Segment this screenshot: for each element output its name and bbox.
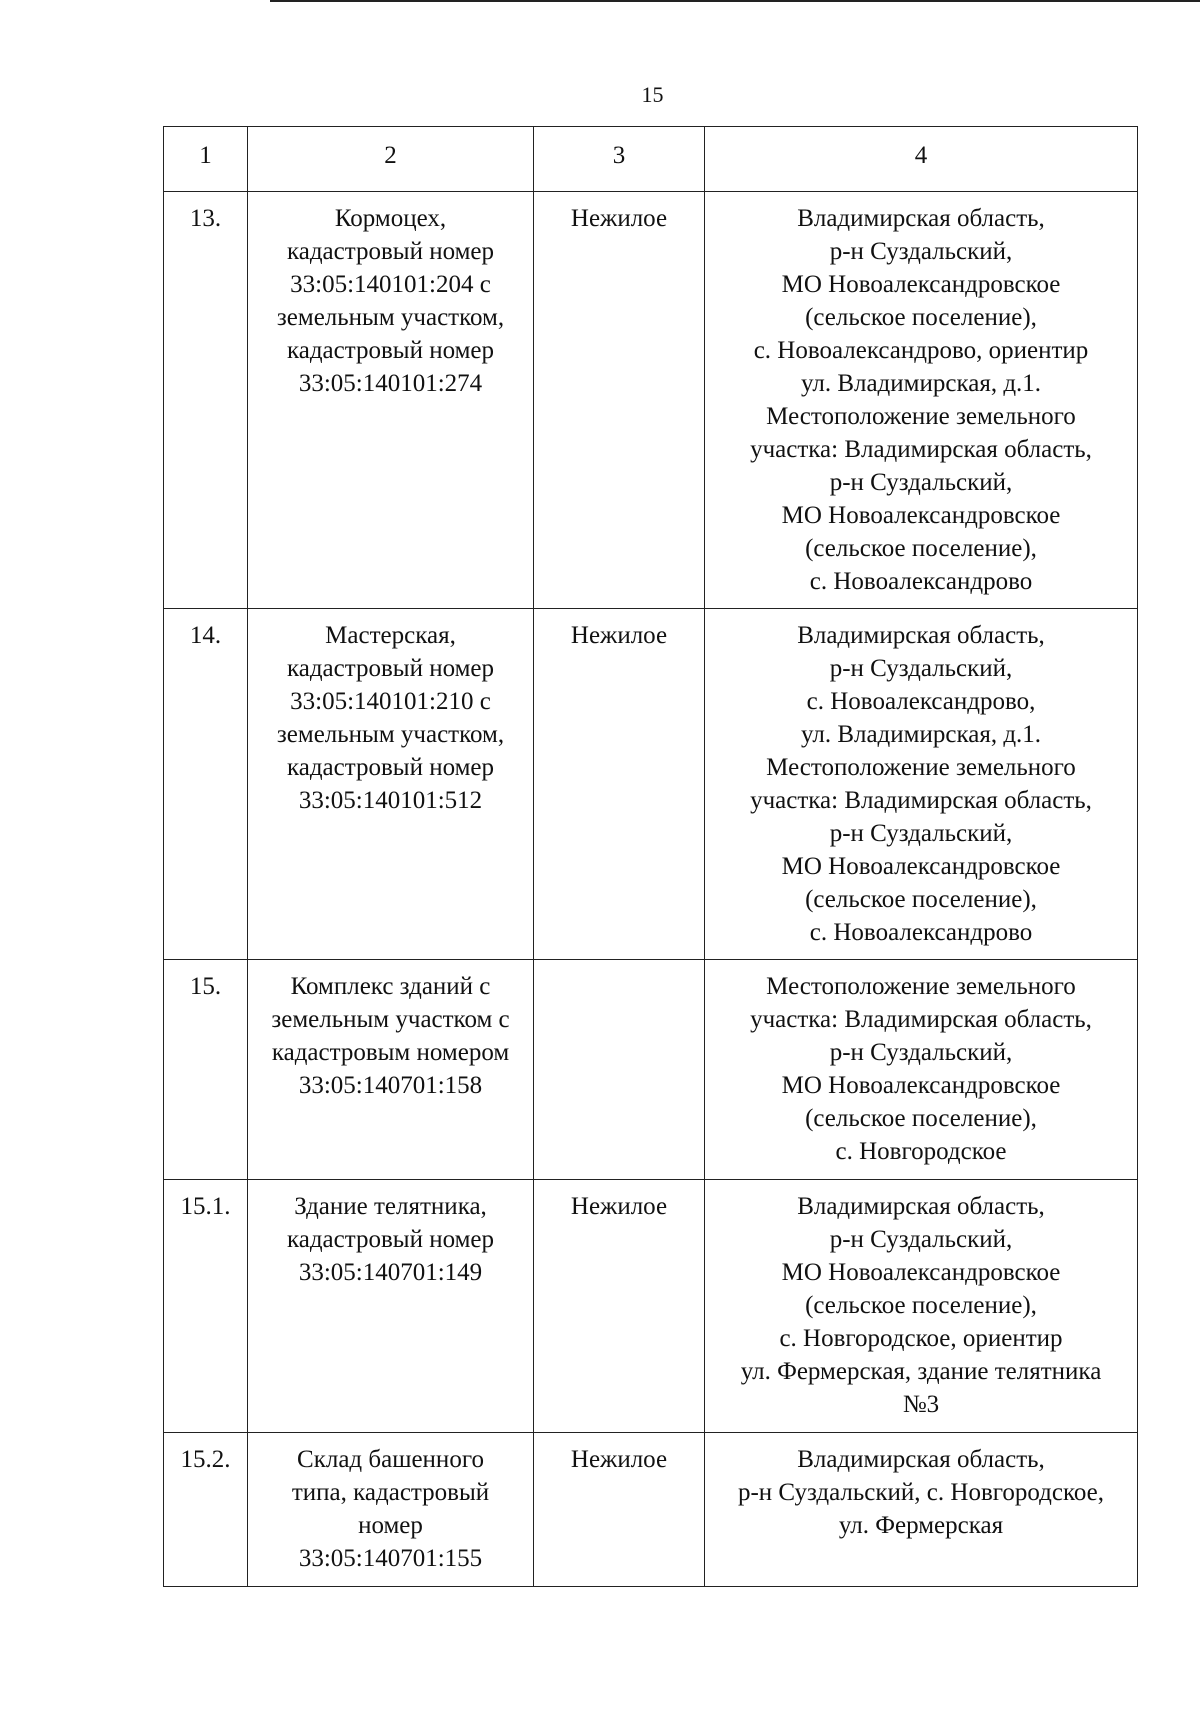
address-line: (сельское поселение), <box>805 304 1037 331</box>
table-row <box>164 1433 1138 1587</box>
object-address <box>705 1433 1138 1587</box>
address-line: МО Новоалександровское <box>781 502 1061 529</box>
address-line: ул. Фермерская <box>838 1512 1004 1539</box>
object-line: 33:05:140701:155 <box>298 1545 483 1572</box>
object-line: кадастровый номер <box>286 1226 495 1253</box>
row-number: 13. <box>164 192 248 609</box>
object-line: кадастровый номер <box>286 238 495 265</box>
address-line: р-н Суздальский, <box>829 820 1013 847</box>
address-line: Местоположение земельного <box>766 754 1076 781</box>
object-line: земельным участком, <box>276 721 505 748</box>
table-header-row <box>164 127 1138 192</box>
object-address <box>705 1180 1138 1433</box>
address-line: с. Новгородское <box>835 1138 1007 1165</box>
address-line: р-н Суздальский, <box>829 469 1013 496</box>
object-line: Мастерская, <box>325 622 456 649</box>
object-purpose <box>534 960 705 1180</box>
address-line: (сельское поселение), <box>805 1105 1037 1132</box>
address-line: с. Новоалександрово, <box>806 688 1036 715</box>
address-line: МО Новоалександровское <box>781 271 1061 298</box>
object-line: 33:05:140701:158 <box>298 1072 483 1099</box>
object-line: земельным участком, <box>276 304 505 331</box>
object-description <box>248 960 534 1180</box>
object-line: номер <box>358 1512 423 1539</box>
object-line: 33:05:140701:149 <box>298 1259 483 1286</box>
address-line: р-н Суздальский, <box>829 238 1013 265</box>
address-line: Владимирская область, <box>797 1446 1045 1473</box>
object-line: типа, кадастровый <box>291 1479 490 1506</box>
address-line: (сельское поселение), <box>805 535 1037 562</box>
object-line: 33:05:140101:204 с <box>290 271 491 298</box>
address-line: р-н Суздальский, <box>829 655 1013 682</box>
address-line: (сельское поселение), <box>805 886 1037 913</box>
address-line: р-н Суздальский, с. Новгородское, <box>737 1479 1105 1506</box>
address-line: МО Новоалександровское <box>781 853 1061 880</box>
object-purpose: Нежилое <box>534 192 705 609</box>
object-line: кадастровым номером <box>271 1039 510 1066</box>
address-line: МО Новоалександровское <box>781 1259 1061 1286</box>
object-description <box>248 1180 534 1433</box>
object-description <box>248 1433 534 1587</box>
object-address <box>705 960 1138 1180</box>
address-line: ул. Владимирская, д.1. <box>800 721 1042 748</box>
address-line: ул. Владимирская, д.1. <box>800 370 1042 397</box>
address-line: №3 <box>902 1391 940 1418</box>
object-line: Комплекс зданий с <box>290 973 491 1000</box>
header-cell-2: 2 <box>248 127 534 192</box>
table-row <box>164 192 1138 609</box>
row-number: 14. <box>164 609 248 960</box>
object-line: кадастровый номер <box>286 754 495 781</box>
object-line: Склад башенного <box>297 1446 484 1473</box>
object-line: 33:05:140101:274 <box>298 370 483 397</box>
address-line: Местоположение земельного <box>766 403 1076 430</box>
object-description <box>248 192 534 609</box>
table-row <box>164 1180 1138 1433</box>
object-line: кадастровый номер <box>286 655 495 682</box>
address-line: с. Новоалександрово, ориентир <box>753 337 1089 364</box>
object-purpose: Нежилое <box>534 609 705 960</box>
address-line: р-н Суздальский, <box>829 1226 1013 1253</box>
address-line: Владимирская область, <box>797 622 1045 649</box>
property-register-table <box>163 126 1138 1587</box>
address-line: Владимирская область, <box>797 205 1045 232</box>
object-line: Кормоцех, <box>334 205 447 232</box>
object-line: земельным участком с <box>271 1006 510 1033</box>
address-line: с. Новгородское, ориентир <box>779 1325 1063 1352</box>
page-number: 15 <box>641 82 664 107</box>
object-address <box>705 609 1138 960</box>
header-cell-4: 4 <box>705 127 1138 192</box>
address-line: с. Новоалександрово <box>809 919 1033 946</box>
address-line: ул. Фермерская, здание телятника <box>740 1358 1102 1385</box>
address-line: с. Новоалександрово <box>809 568 1033 595</box>
header-cell-1: 1 <box>164 127 248 192</box>
address-line: участка: Владимирская область, <box>750 787 1092 814</box>
object-purpose: Нежилое <box>534 1433 705 1587</box>
address-line: Местоположение земельного <box>766 973 1076 1000</box>
object-line: 33:05:140101:210 с <box>290 688 491 715</box>
row-number: 15. <box>164 960 248 1180</box>
address-line: (сельское поселение), <box>805 1292 1037 1319</box>
object-description <box>248 609 534 960</box>
object-line: 33:05:140101:512 <box>298 787 483 814</box>
address-line: МО Новоалександровское <box>781 1072 1061 1099</box>
row-number: 15.1. <box>164 1180 248 1433</box>
object-purpose: Нежилое <box>534 1180 705 1433</box>
address-line: р-н Суздальский, <box>829 1039 1013 1066</box>
object-line: кадастровый номер <box>286 337 495 364</box>
top-edge-rule <box>270 0 1200 2</box>
row-number: 15.2. <box>164 1433 248 1587</box>
address-line: участка: Владимирская область, <box>750 1006 1092 1033</box>
object-address <box>705 192 1138 609</box>
address-line: Владимирская область, <box>797 1193 1045 1220</box>
table-row <box>164 609 1138 960</box>
table-row <box>164 960 1138 1180</box>
object-line: Здание телятника, <box>294 1193 487 1220</box>
address-line: участка: Владимирская область, <box>750 436 1092 463</box>
header-cell-3: 3 <box>534 127 705 192</box>
